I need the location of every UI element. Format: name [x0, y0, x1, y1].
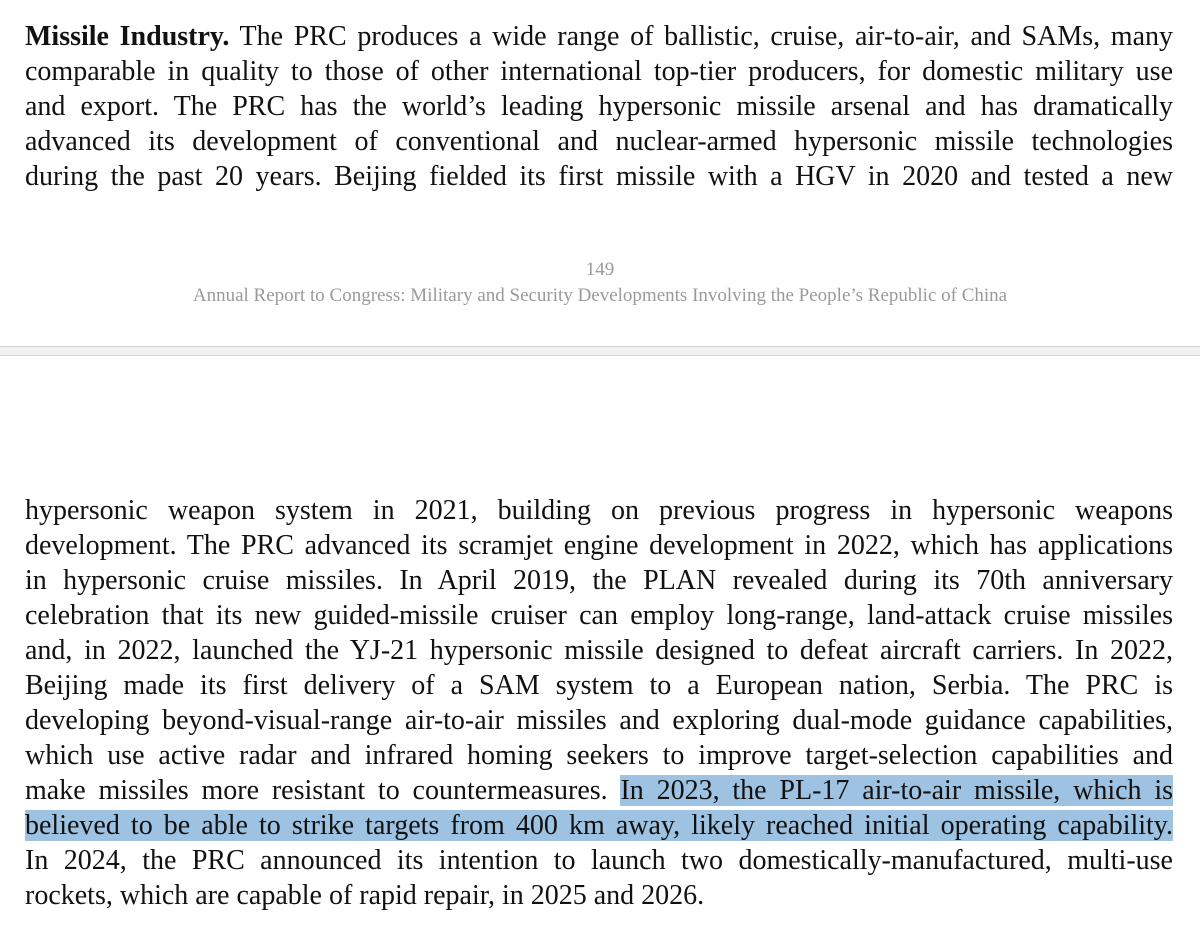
paragraph-heading: Missile Industry.	[25, 21, 230, 52]
paragraph-line: and export. The PRC has the world’s leading hypersonic missile arsenal and has dramatically	[25, 91, 1173, 122]
paragraph-line: hypersonic weapon system in 2021, building on previous progress in hypersonic weapons	[25, 495, 1173, 526]
paragraph-line: comparable in quality to those of other international top-tier producers, for domestic military use	[25, 56, 1173, 87]
paragraph-line	[25, 773, 1173, 808]
paragraph-line: and, in 2022, launched the YJ-21 hypersonic missile designed to defeat aircraft carriers. In 2022,	[25, 635, 1173, 666]
paragraph-line: advanced its development of conventional and nuclear-armed hypersonic missile technologies	[25, 126, 1173, 157]
line-text: The PRC produces a wide range of ballistic, cruise, air-to-air, and SAMs, many	[229, 21, 1173, 52]
paragraph-line: which use active radar and infrared homing seekers to improve target-selection capabilities and	[25, 740, 1173, 771]
footer-page-number: 149	[585, 259, 615, 280]
paragraph-line	[25, 19, 1173, 54]
paragraph-line: rockets, which are capable of rapid repair, in 2025 and 2026.	[25, 880, 705, 911]
document-page-149	[0, 0, 1200, 346]
paragraph-line: in hypersonic cruise missiles. In April 2019, the PLAN revealed during its 70th anniversary	[25, 565, 1173, 596]
line-text: make missiles more resistant to countermeasures.	[25, 775, 621, 806]
footer-report-title: Annual Report to Congress: Military and Security Developments Involving the People’s Republic of China	[192, 285, 1008, 306]
page-separator	[0, 346, 1200, 356]
paragraph-line: developing beyond-visual-range air-to-air missiles and exploring dual-mode guidance capabilities,	[25, 705, 1173, 736]
paragraph-line: during the past 20 years. Beijing fielded its first missile with a HGV in 2020 and tested a new	[25, 161, 1173, 192]
paragraph-line: celebration that its new guided-missile cruiser can employ long-range, land-attack cruise missiles	[25, 600, 1173, 631]
paragraph-line: development. The PRC advanced its scramjet engine development in 2022, which has applications	[25, 530, 1173, 561]
document-page-150	[0, 356, 1200, 936]
highlighted-text[interactable]: believed to be able to strike targets from 400 km away, likely reached initial operating capability.	[25, 810, 1173, 841]
paragraph-line	[25, 808, 1173, 843]
paragraph-line: Beijing made its first delivery of a SAM system to a European nation, Serbia. The PRC is	[25, 670, 1173, 701]
paragraph-line: In 2024, the PRC announced its intention to launch two domestically-manufactured, multi-use	[25, 845, 1173, 876]
highlighted-text[interactable]: In 2023, the PL-17 air-to-air missile, which is	[620, 775, 1173, 806]
